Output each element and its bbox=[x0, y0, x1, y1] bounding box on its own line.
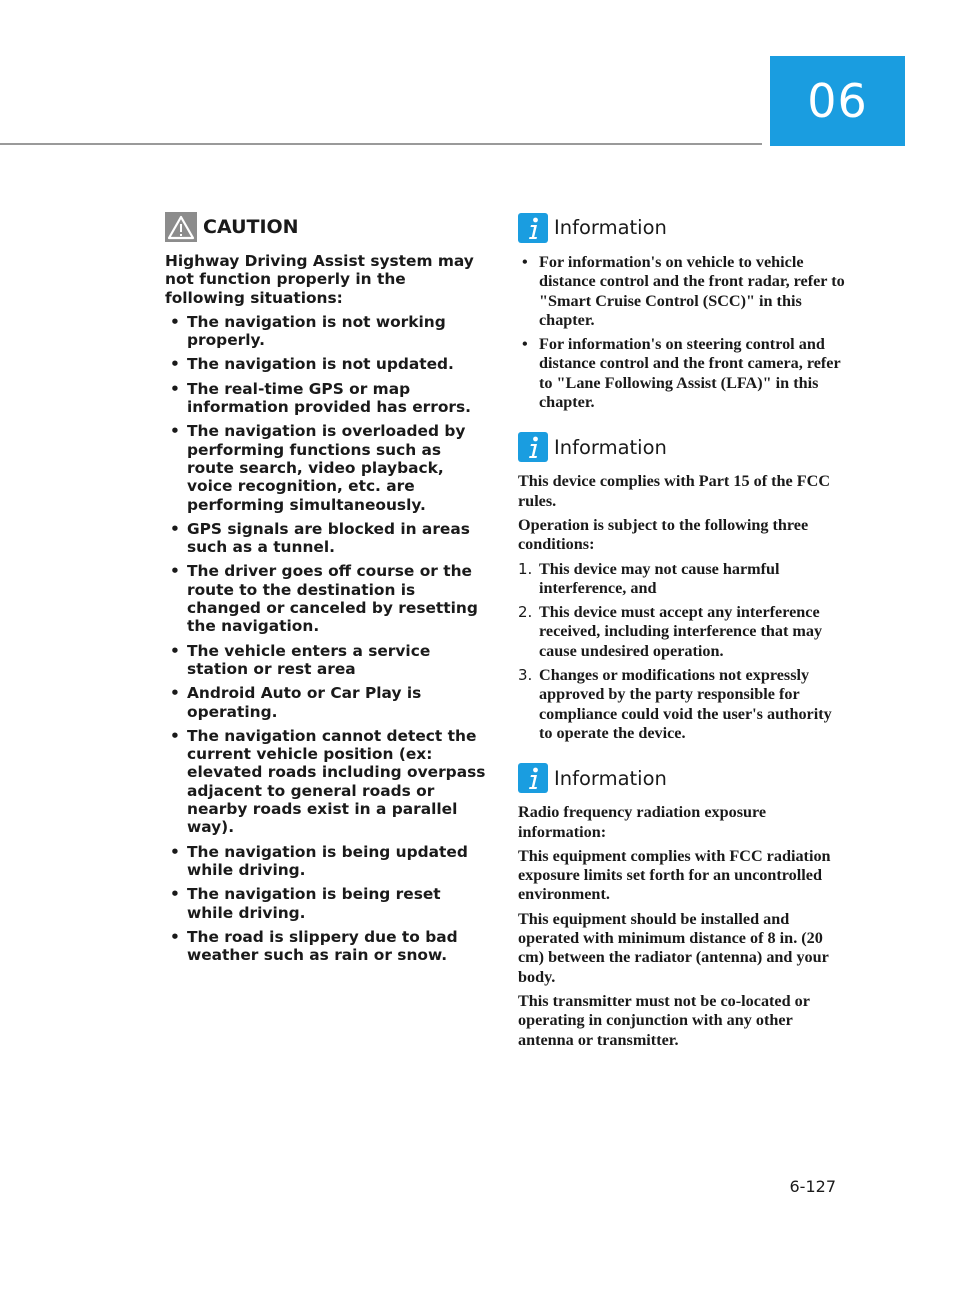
chapter-tab: 06 bbox=[770, 56, 905, 146]
list-item: • Android Auto or Car Play is operating. bbox=[165, 684, 490, 721]
caution-header bbox=[165, 212, 490, 242]
list-item: • The real-time GPS or map information provided has errors. bbox=[165, 380, 490, 417]
list-item: • The navigation cannot detect the current vehicle position (ex: elevated roads including overpass adjacent to general roads or nearby roads exist in a parallel way). bbox=[165, 727, 490, 837]
info-header bbox=[518, 213, 848, 243]
list-item: • For information's on steering control and distance control and the front camera, refer to "Lane Following Assist (LFA)" in this chapter. bbox=[518, 335, 848, 412]
list-text: Changes or modifications not expressly approved by the party responsible for compliance could void the user's authority to operate the device. bbox=[539, 666, 832, 742]
info-list bbox=[518, 253, 848, 412]
info-paragraph: Radio frequency radiation exposure information: bbox=[518, 803, 767, 841]
information-column bbox=[518, 213, 848, 1070]
info-numbered-list bbox=[518, 560, 848, 744]
info-icon bbox=[518, 763, 548, 793]
caution-title: CAUTION bbox=[203, 215, 299, 238]
list-item: • The navigation is being reset while driving. bbox=[165, 885, 490, 922]
list-item: • The vehicle enters a service station or rest area bbox=[165, 642, 490, 679]
page-number: 6-127 bbox=[789, 1177, 836, 1196]
list-item: • The navigation is being updated while driving. bbox=[165, 843, 490, 880]
list-item bbox=[518, 560, 848, 599]
list-number: 1. bbox=[518, 559, 533, 578]
warning-triangle-icon bbox=[165, 212, 197, 242]
info-paragraph: This transmitter must not be co-located or operating in conjunction with any other antenna or transmitter. bbox=[518, 991, 810, 1049]
info-icon bbox=[518, 432, 548, 462]
info-paragraph: This device complies with Part 15 of the FCC rules. bbox=[518, 472, 831, 510]
list-item bbox=[518, 666, 848, 743]
list-text: This device must accept any interference received, including interference that may cause undesired operation. bbox=[539, 603, 823, 660]
caution-intro: Highway Driving Assist system may not function properly in the following situations: bbox=[165, 252, 474, 307]
list-item: • The navigation is overloaded by performing functions such as route search, video playback, voice recognition, etc. are performing simultaneously. bbox=[165, 422, 490, 513]
list-item: • GPS signals are blocked in areas such as a tunnel. bbox=[165, 520, 490, 557]
info-icon bbox=[518, 213, 548, 243]
list-number: 2. bbox=[518, 603, 533, 622]
info-paragraph: This equipment complies with FCC radiation exposure limits set forth for an uncontrolled environment. bbox=[518, 846, 831, 904]
list-item bbox=[518, 603, 848, 661]
info-title: Information bbox=[554, 216, 667, 240]
list-item: • The road is slippery due to bad weather such as rain or snow. bbox=[165, 928, 490, 965]
caution-box bbox=[165, 212, 490, 964]
info-paragraph: This equipment should be installed and operated with minimum distance of 8 in. (20 cm) between the radiator (antenna) and your body. bbox=[518, 909, 829, 986]
list-item: • The navigation is not updated. bbox=[165, 355, 490, 373]
info-section-1 bbox=[518, 213, 848, 412]
list-item: • For information's on vehicle to vehicle distance control and the front radar, refer to "Smart Cruise Control (SCC)" in this chapter. bbox=[518, 253, 848, 330]
caution-list bbox=[165, 313, 490, 965]
info-paragraph: Operation is subject to the following three conditions: bbox=[518, 515, 809, 554]
info-section-3 bbox=[518, 763, 848, 1050]
list-number: 3. bbox=[518, 666, 533, 685]
list-text: This device may not cause harmful interference, and bbox=[539, 559, 780, 597]
info-header bbox=[518, 432, 848, 462]
info-title: Information bbox=[554, 435, 667, 459]
list-item: • The navigation is not working properly. bbox=[165, 313, 490, 350]
list-item: • The driver goes off course or the route to the destination is changed or canceled by resetting the navigation. bbox=[165, 562, 490, 635]
header-rule bbox=[0, 143, 762, 145]
info-section-2 bbox=[518, 432, 848, 743]
info-header bbox=[518, 763, 848, 793]
info-title: Information bbox=[554, 766, 667, 790]
